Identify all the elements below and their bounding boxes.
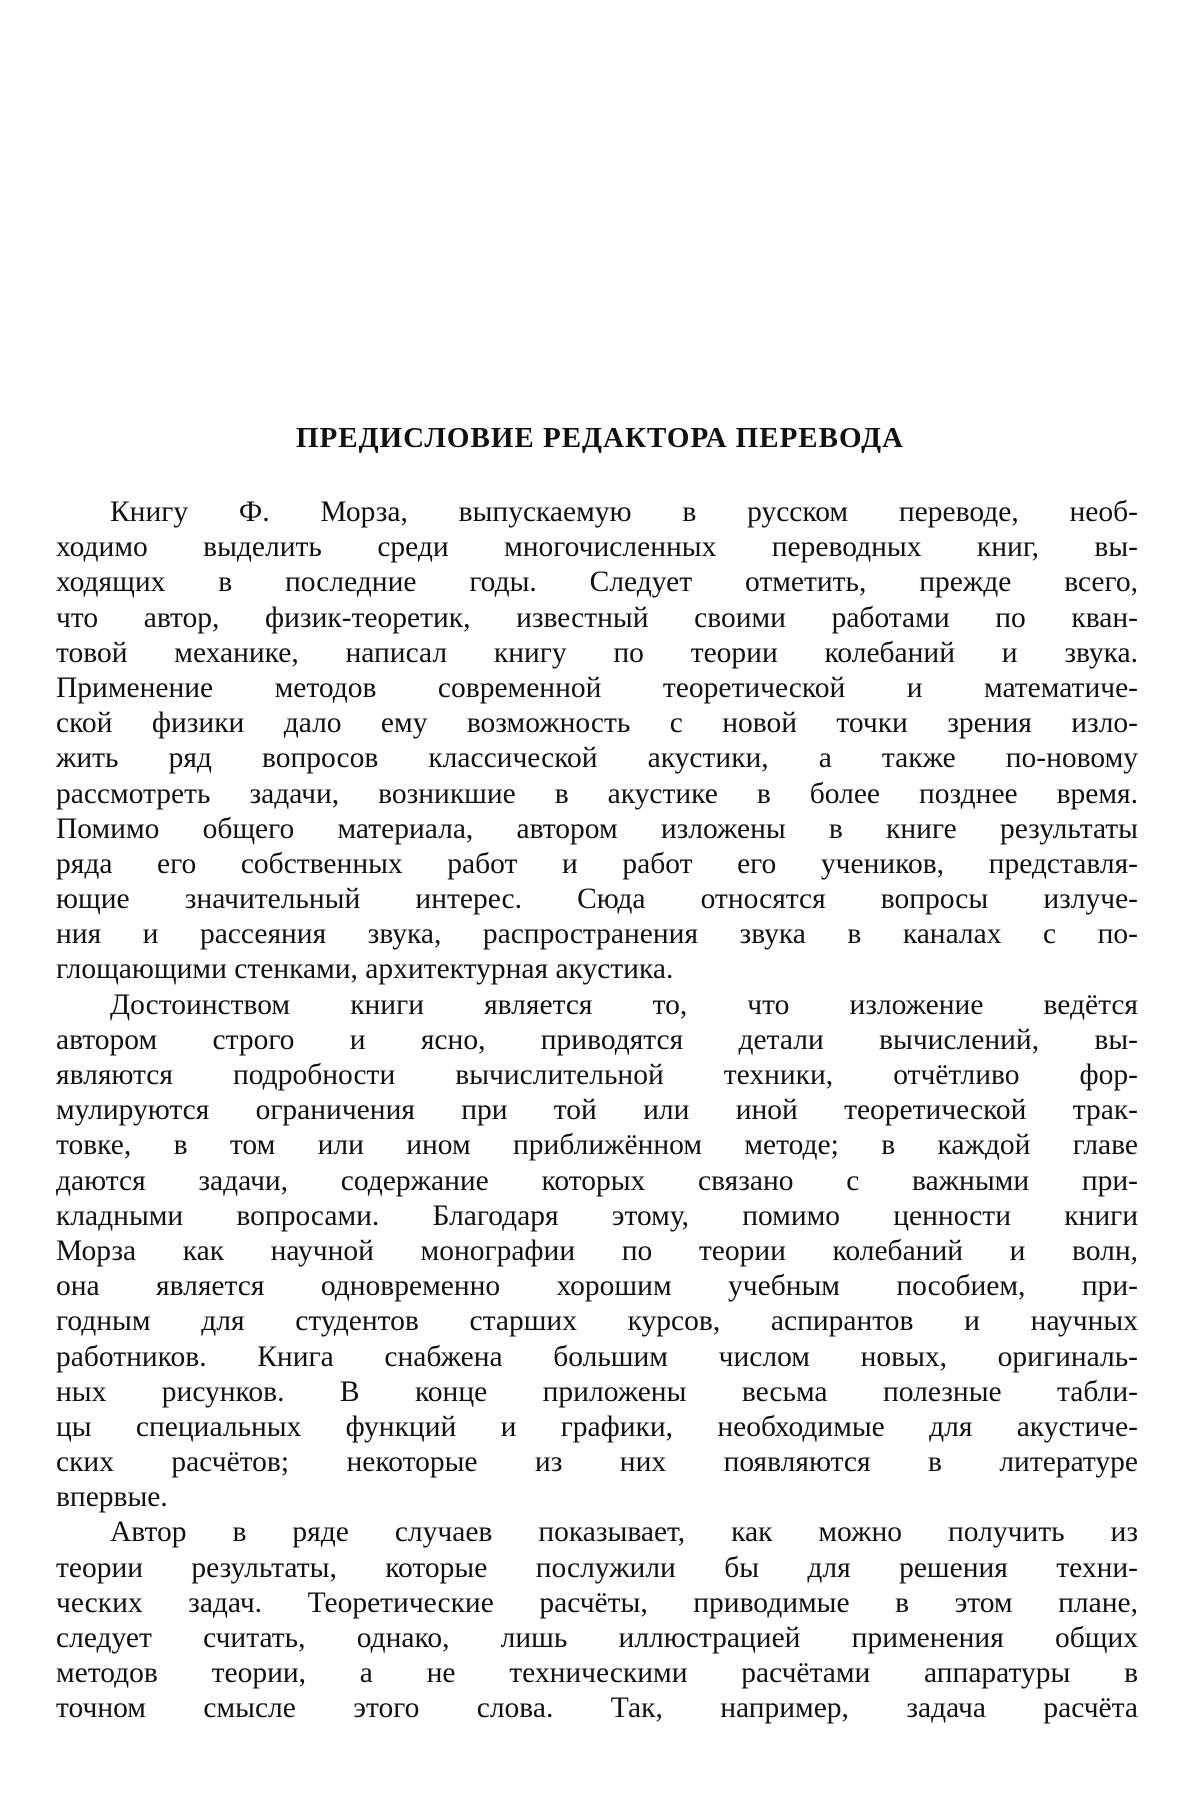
- text-line: товке, в том или ином приближённом методе; в каждой главе: [56, 1129, 1138, 1162]
- text-line: товой механике, написал книгу по теории колебаний и звука.: [56, 636, 1138, 669]
- text-line: точном смысле этого слова. Так, например, задача расчёта: [56, 1692, 1138, 1725]
- text-line: методов теории, а не техническими расчётами аппаратуры в: [56, 1657, 1138, 1690]
- text-line: Применение методов современной теоретической и математиче-: [56, 671, 1138, 704]
- text-line: автором строго и ясно, приводятся детали вычислений, вы-: [56, 1023, 1138, 1056]
- text-line: она является одновременно хорошим учебным пособием, при-: [56, 1270, 1138, 1303]
- text-line: ющие значительный интерес. Сюда относятся вопросы излуче-: [56, 883, 1138, 916]
- text-line: что автор, физик-теоретик, известный своими работами по кван-: [56, 601, 1138, 634]
- text-line: годным для студентов старших курсов, аспирантов и научных: [56, 1305, 1138, 1338]
- text-line: мулируются ограничения при той или иной теоретической трак-: [56, 1094, 1138, 1127]
- text-line: являются подробности вычислительной техники, отчётливо фор-: [56, 1059, 1138, 1091]
- text-line: ских расчётов; некоторые из них появляются в литературе: [56, 1446, 1138, 1479]
- text-line: рассмотреть задачи, возникшие в акустике в более позднее время.: [56, 777, 1138, 810]
- text-line: ской физики дало ему возможность с новой точки зрения изло-: [56, 707, 1138, 740]
- text-line: кладными вопросами. Благодаря этому, помимо ценности книги: [56, 1199, 1138, 1232]
- text-line: Морза как научной монографии по теории колебаний и волн,: [56, 1234, 1138, 1267]
- text-line: Книгу Ф. Морза, выпускаемую в русском переводе, необ-: [110, 496, 1138, 528]
- text-line: ходимо выделить среди многочисленных переводных книг, вы-: [56, 531, 1138, 564]
- text-line: ряда его собственных работ и работ его учеников, представля-: [56, 847, 1138, 880]
- text-line: Помимо общего материала, автором изложены в книге результаты: [56, 812, 1138, 845]
- page-title: ПРЕДИСЛОВИЕ РЕДАКТОРА ПЕРЕВОДА: [295, 422, 904, 454]
- text-line: ческих задач. Теоретические расчёты, приводимые в этом плане,: [56, 1586, 1138, 1619]
- text-line: теории результаты, которые послужили бы для решения техни-: [56, 1551, 1138, 1584]
- text-line: даются задачи, содержание которых связано с важными при-: [56, 1164, 1138, 1197]
- text-line: работников. Книга снабжена большим числом новых, оригиналь-: [56, 1340, 1138, 1373]
- text-line: цы специальных функций и графики, необходимые для акустиче-: [56, 1410, 1138, 1443]
- text-line: Достоинством книги является то, что изложение ведётся: [110, 988, 1138, 1021]
- preface-text: [56, 495, 1138, 1727]
- text-line: следует считать, однако, лишь иллюстрацией применения общих: [56, 1622, 1138, 1654]
- text-line: жить ряд вопросов классической акустики, а также по-новому: [56, 742, 1138, 775]
- text-line: впервые.: [56, 1481, 168, 1514]
- text-line: ния и рассеяния звука, распространения звука в каналах с по-: [56, 918, 1138, 951]
- text-line: ходящих в последние годы. Следует отметить, прежде всего,: [56, 566, 1138, 599]
- text-line: ных рисунков. В конце приложены весьма полезные табли-: [56, 1375, 1138, 1408]
- text-line: глощающими стенками, архитектурная акустика.: [56, 953, 674, 986]
- text-line: Автор в ряде случаев показывает, как можно получить из: [110, 1516, 1138, 1549]
